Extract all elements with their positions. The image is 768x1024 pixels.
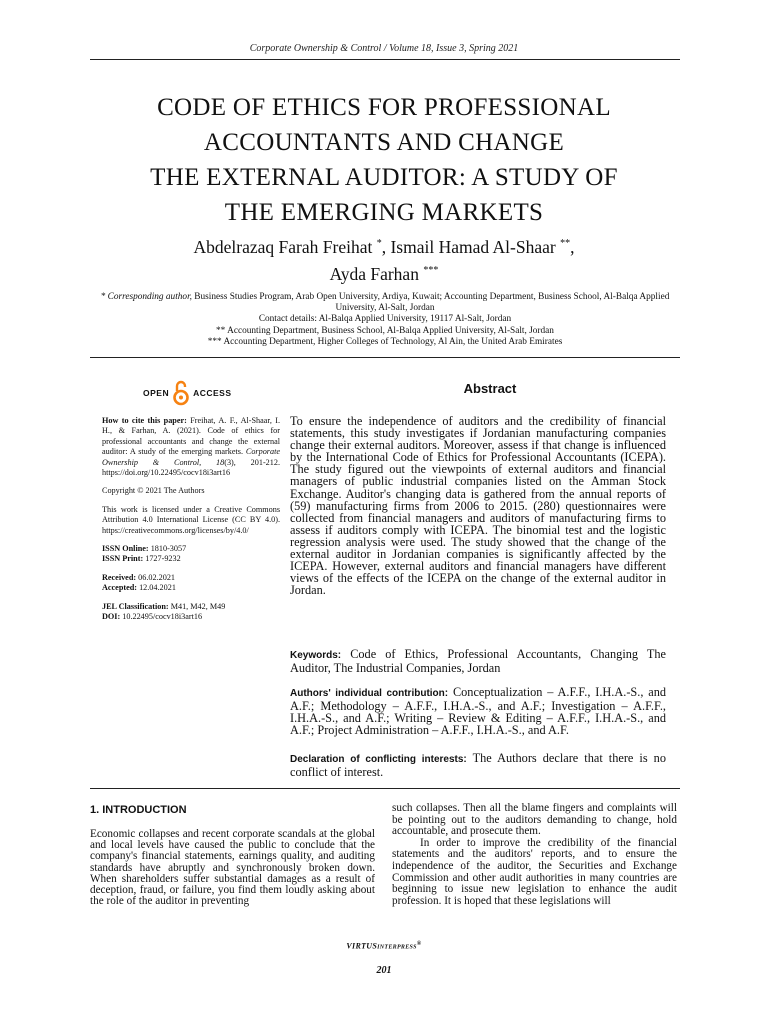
issn-online: 1810-3057 <box>148 544 187 554</box>
issn-block <box>102 544 280 565</box>
open-lock-icon <box>172 380 190 406</box>
issn-online-label: ISSN Online: <box>102 544 149 554</box>
author-2-mark: ** <box>560 238 571 249</box>
intro-paragraph-2: In order to improve the credibility of the financial statements and the auditors' reports, and to ensure the independence of the auditor, the Securities and Exchange Commission and other audit authorities in many countries are beginning to issue new legislation to enhance the audit profession. It is hoped that these legislations will <box>392 836 677 907</box>
middle-rule <box>90 357 680 358</box>
corresponding-label: * Corresponding author, <box>100 292 192 302</box>
cite-label: How to cite this paper: <box>102 416 187 425</box>
issn-print: 1727-9232 <box>143 554 181 564</box>
conflict-text: The Authors declare that there is no conflict of interest. <box>290 751 666 780</box>
open-access-badge <box>143 380 232 406</box>
contribution-label: Authors' individual contribution: <box>290 688 449 699</box>
page-number: 201 <box>376 965 392 976</box>
accepted-date: 12.04.2021 <box>137 583 176 593</box>
journal-header: Corporate Ownership & Control / Volume 18, Issue 3, Spring 2021 <box>249 43 519 54</box>
author-separator: , <box>381 236 391 257</box>
how-to-cite <box>102 416 280 478</box>
author-3-mark: *** <box>423 264 439 276</box>
jel-doi-block <box>102 602 280 623</box>
contact-details: Contact details: Al-Balqa Applied University, 19117 Al-Salt, Jordan <box>258 314 512 325</box>
affiliation-2: ** Accounting Department, Business School, Al-Balqa Applied University, Al-Salt, Jordan <box>216 325 554 336</box>
intro-column-right <box>392 803 677 907</box>
dates-block <box>102 573 280 594</box>
license-text: This work is licensed under a Creative Commons Attribution 4.0 International License (CC BY 4.0). https://creativecommons.org/licenses/by/4.0/ <box>102 504 280 535</box>
authors-contribution <box>290 686 666 736</box>
title-line-4: THE EMERGING MARKETS <box>224 199 544 226</box>
author-2: Ismail Hamad Al-Shaar <box>390 236 556 257</box>
abstract-heading: Abstract <box>463 381 517 396</box>
intro-paragraph-1-cont: such collapses. Then all the blame fingers and complaints will be pointing out to the auditors demanding to change, hold accountable, and prosecute them. <box>392 802 677 838</box>
keywords-text: Code of Ethics, Professional Accountants, Changing The Auditor, The Industrial Companies, Jordan <box>290 647 666 676</box>
author-3: Ayda Farhan <box>329 263 419 284</box>
copyright: Copyright © 2021 The Authors <box>102 486 205 496</box>
registered-mark: ® <box>416 941 422 947</box>
doi-label: DOI: <box>102 612 121 622</box>
publisher-right: INTERPRESS <box>377 944 417 951</box>
title-line-1: CODE OF ETHICS FOR PROFESSIONAL <box>157 94 611 121</box>
received-label: Received: <box>102 572 137 582</box>
top-rule <box>90 59 680 60</box>
affiliation-corresponding <box>95 292 675 314</box>
author-trailing-comma: , <box>570 236 575 257</box>
affiliation-3: *** Accounting Department, Higher Colleges of Technology, Al Ain, the United Arab Emirates <box>207 336 563 347</box>
publisher-left: VIRTUS <box>346 941 378 951</box>
open-access-right: ACCESS <box>193 388 232 398</box>
conflict-declaration <box>290 752 666 778</box>
paper-title <box>60 90 708 230</box>
affiliations <box>95 292 675 348</box>
title-line-3: THE EXTERNAL AUDITOR: A STUDY OF <box>150 164 618 191</box>
jel-codes: M41, M42, M49 <box>168 601 226 611</box>
cite-journal: Corporate Ownership & Control, 18 <box>102 447 280 467</box>
publisher-logo <box>0 941 768 951</box>
keywords <box>290 648 666 674</box>
received-date: 06.02.2021 <box>136 572 175 582</box>
author-list <box>60 232 708 286</box>
article-info-sidebar <box>102 416 280 631</box>
introduction-heading: 1. INTRODUCTION <box>90 804 187 816</box>
intro-paragraph-1: Economic collapses and recent corporate scandals at the global and local levels have caused the public to conclude that the company's financial statements, earnings quality, and auditing standards have abruptly and synchronously broken down. When shareholders suffer substantial damages as a result of deception, fraud, or failure, you find them loudly asking about the role of the auditor in preventing <box>90 828 375 908</box>
cite-text: Freihat, A. F., Al-Shaar, I. H., & Farhan, A. (2021). Code of ethics for professional accountants and change the external auditor: A study of the emerging markets. <box>102 416 280 457</box>
intro-column-left <box>90 829 375 907</box>
conflict-label: Declaration of conflicting interests: <box>290 754 467 765</box>
issn-print-label: ISSN Print: <box>102 554 144 564</box>
open-access-left: OPEN <box>143 388 170 398</box>
doi-value: 10.22495/cocv18i3art16 <box>120 612 203 622</box>
corresponding-text: Business Studies Program, Arab Open University, Ardiya, Kuwait; Accounting Department, Business School, Al-Balqa Applied University, Al-Salt, Jordan <box>191 292 670 314</box>
contribution-text: Conceptualization – A.F.F., I.H.A.-S., and A.F.; Methodology – A.F.F., I.H.A.-S., and A.F.; Investigation – A.F.F., I.H.A.-S., and A.F.; Writing – Review & Editing – A.F.F., I.H.A.-S., and A.F.; Project Administration – A.F.F., I.H.A.-S., and A.F. <box>290 685 666 738</box>
jel-label: JEL Classification: <box>102 601 169 611</box>
author-1: Abdelrazaq Farah Freihat <box>193 236 373 257</box>
cite-tail: (3), 201-212. https://doi.org/10.22495/cocv18i3art16 <box>102 457 280 478</box>
bottom-rule <box>90 788 680 789</box>
abstract-text: To ensure the independence of auditors and the credibility of financial statements, this study investigates if Jordanian manufacturing companies change their external auditors. Moreover, assess if that change is influenced by the International Code of Ethics for Professional Accountants (ICEPA). The study figured out the viewpoints of external auditors and financial managers of public industrial companies listed on the Amman Stock Exchange. Auditor's changing data is gathered from the annual reports of (59) manufacturing firms from 2006 to 2015. (280) questionnaires were collected from financial managers and auditors of manufacturing firms to assess if auditors comply with ICEPA. The binomial test and the logistic regression analysis were used. The study showed that the change of the external auditor in Jordanian companies is significantly affected by the ICEPA. However, external auditors and financial managers have different views of the effects of the ICEPA on the change of the external auditor in Jordan. <box>290 414 666 598</box>
keywords-label: Keywords: <box>290 650 342 661</box>
title-line-2: ACCOUNTANTS AND CHANGE <box>203 129 565 156</box>
accepted-label: Accepted: <box>102 583 138 593</box>
author-1-mark: * <box>376 238 382 249</box>
